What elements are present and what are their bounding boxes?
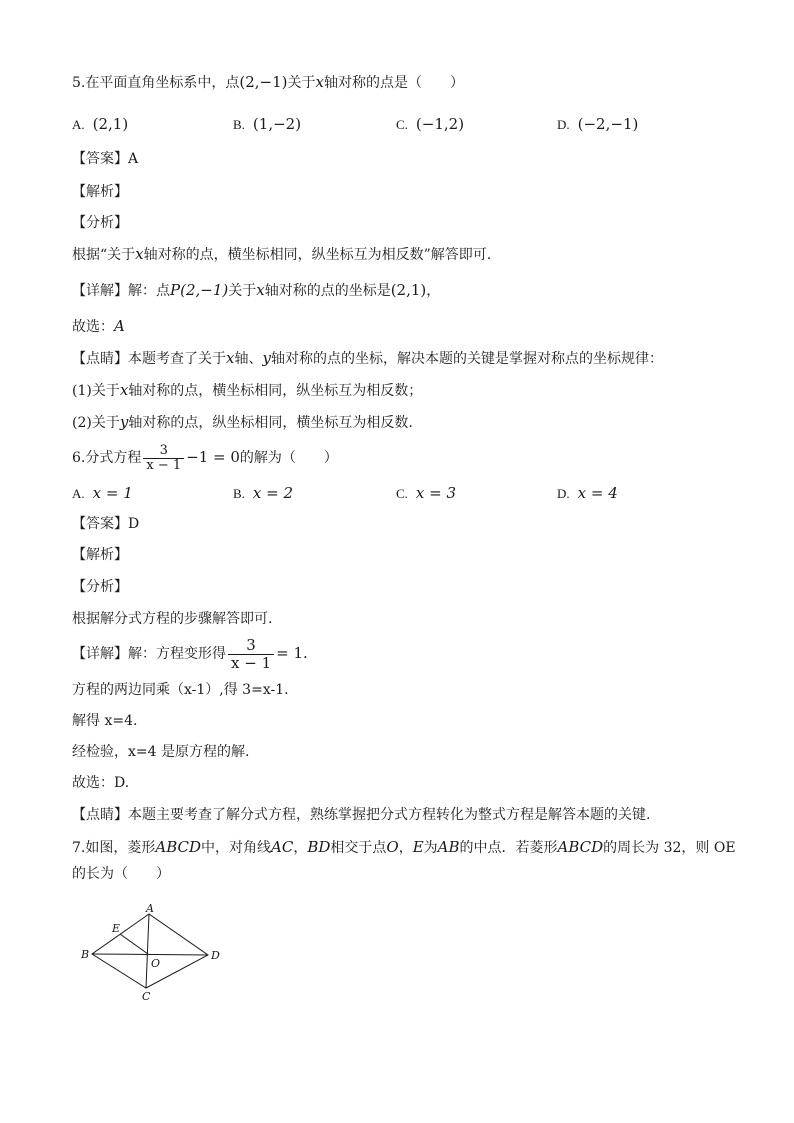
fenxi-tag: 【分析】 — [72, 215, 128, 231]
math-name: BD — [307, 838, 331, 856]
fenxi-tag: 【分析】 — [72, 579, 128, 595]
text: 轴对称的点，横坐标相同，纵坐标互为相反数； — [128, 383, 423, 399]
label-d: D — [211, 949, 220, 962]
option-label: B. — [233, 486, 245, 501]
math-x: x — [226, 349, 235, 367]
text: 的周长为 32，则 OE — [603, 840, 736, 856]
comment-tag: 【点睛】 — [72, 351, 128, 367]
q5-option-b[interactable] — [233, 114, 301, 135]
frac-numerator: 3 — [246, 635, 256, 654]
math-name: AB — [437, 838, 460, 856]
text: 的解为（ ） — [239, 450, 338, 466]
label-e: E — [112, 922, 121, 935]
comment-tag: 【点睛】 — [72, 807, 128, 823]
option-label: C. — [396, 117, 408, 132]
text: 解：点 — [128, 283, 170, 299]
math-name: AC — [271, 838, 294, 856]
text: 轴对称的点的坐标是 — [264, 283, 391, 299]
text: 轴对称的点，横坐标相同，纵坐标互为相反数”解答即可. — [143, 247, 492, 263]
text: 故选：D. — [72, 775, 130, 791]
option-label: C. — [396, 486, 408, 501]
frac-denominator: x − 1 — [143, 458, 184, 473]
q6-option-c[interactable] — [396, 483, 456, 504]
q6-fenxi-heading — [72, 577, 128, 597]
q5-analysis — [72, 182, 128, 202]
q6-option-d[interactable] — [557, 483, 618, 504]
q6-detail — [72, 634, 308, 673]
label-b: B — [81, 948, 90, 961]
math-point: (2,1) — [390, 281, 427, 299]
q6-step-2 — [72, 711, 137, 731]
text: (2)关于 — [72, 415, 120, 431]
q6-choice — [72, 773, 129, 793]
diagonal-bd — [92, 954, 208, 955]
answer-value: D — [128, 516, 140, 532]
q6-option-b[interactable] — [233, 483, 293, 504]
option-value: x = 4 — [577, 484, 618, 502]
text: 本题主要考查了解分式方程，熟练掌握把分式方程转化为整式方程是解答本题的关键. — [128, 807, 651, 823]
detail-tag: 【详解】 — [72, 646, 128, 662]
q5-rule-1 — [72, 380, 422, 401]
q5-option-a[interactable] — [72, 114, 128, 135]
q5-option-d[interactable] — [557, 114, 638, 135]
text: 6.分式方程 — [72, 450, 142, 466]
q5-comment — [72, 348, 663, 369]
q5-stem-text: 轴对称的点是（ ） — [323, 75, 464, 91]
q6-answer — [72, 514, 139, 534]
q7-stem — [72, 837, 736, 858]
text: 经检验，x=4 是原方程的解. — [72, 744, 250, 760]
math-x: x — [135, 245, 144, 263]
text: ， — [293, 840, 308, 856]
text: 方程的两边同乘（x-1）,得 3=x-1. — [72, 682, 289, 698]
text: 中，对角线 — [201, 840, 271, 856]
analysis-tag: 【解析】 — [72, 547, 128, 563]
text: ， — [426, 283, 441, 299]
q5-stem-text: 关于 — [287, 75, 316, 91]
text: 本题考查了关于 — [128, 351, 226, 367]
label-o: O — [151, 957, 161, 970]
option-value: x = 2 — [252, 484, 294, 502]
frac-denominator: x − 1 — [228, 654, 274, 672]
math-name: ABCD — [557, 838, 604, 856]
option-value: x = 3 — [415, 484, 457, 502]
text: 关于 — [228, 283, 257, 299]
q6-detail-fraction — [228, 637, 274, 672]
text: 相交于点 — [330, 840, 387, 856]
diagonal-ac — [146, 914, 149, 988]
answer-tag: 【答案】 — [72, 516, 128, 532]
frac-numerator: 3 — [159, 442, 168, 458]
analysis-tag: 【解析】 — [72, 184, 128, 200]
text: 轴对称的点，纵坐标相同，横坐标互为相反数. — [128, 415, 413, 431]
q5-fenxi-heading — [72, 213, 128, 233]
label-c: C — [142, 990, 151, 1003]
q6-fenxi — [72, 609, 272, 629]
q5-axis: x — [315, 73, 324, 91]
segment-oe — [120, 934, 148, 954]
text: 轴、 — [234, 351, 263, 367]
detail-tag: 【详解】 — [72, 283, 128, 299]
math-y: y — [262, 349, 271, 367]
q5-rule-2 — [72, 412, 413, 433]
math-x: x — [119, 381, 129, 399]
label-a: A — [146, 902, 154, 915]
rhombus-figure — [76, 902, 236, 1012]
answer-tag: 【答案】 — [72, 151, 128, 167]
q5-fenxi — [72, 244, 491, 265]
math-point: P(2,−1) — [170, 281, 229, 299]
q5-point: (2,−1) — [239, 73, 288, 91]
text: 的中点．若菱形 — [459, 840, 558, 856]
text: ， — [398, 840, 413, 856]
math-x: x — [256, 281, 265, 299]
text: 故选： — [72, 319, 114, 335]
answer-value: A — [128, 151, 139, 167]
q6-stem — [72, 440, 338, 475]
text: 轴对称的点的坐标，解决本题的关键是掌握对称点的坐标规律： — [270, 351, 663, 367]
text: 解得 x=4. — [72, 713, 138, 729]
math-eq-tail: −1 = 0 — [186, 448, 240, 466]
q6-fraction — [143, 444, 184, 473]
math-choice: A — [114, 317, 125, 335]
math-name: E — [412, 838, 424, 856]
option-value: (1,−2) — [252, 115, 302, 133]
q6-comment — [72, 805, 650, 825]
text: 根据解分式方程的步骤解答即可. — [72, 611, 273, 627]
option-value: (−1,2) — [415, 115, 465, 133]
text: 为 — [423, 840, 438, 856]
option-label: D. — [557, 117, 570, 132]
q5-answer — [72, 149, 138, 169]
text: 7.如图，菱形 — [72, 840, 156, 856]
q5-detail — [72, 280, 440, 301]
text: (1)关于 — [72, 383, 120, 399]
q6-step-1 — [72, 680, 289, 700]
math-name: ABCD — [155, 838, 201, 856]
math-name: O — [386, 838, 399, 856]
q6-analysis — [72, 545, 128, 565]
q5-stem-text: 5.在平面直角坐标系中，点 — [72, 75, 240, 91]
option-value: x = 1 — [92, 484, 133, 502]
text: 的长为（ ） — [72, 866, 170, 882]
text: 根据“关于 — [72, 247, 136, 263]
option-value: (2,1) — [92, 115, 129, 133]
text: 解：方程变形得 — [128, 646, 226, 662]
q5-choice — [72, 316, 125, 337]
q6-option-a[interactable] — [72, 483, 133, 504]
option-value: (−2,−1) — [577, 115, 639, 133]
q7-stem-cont — [72, 864, 170, 884]
q5-stem — [72, 72, 464, 93]
option-label: A. — [72, 486, 85, 501]
math-eq-tail: = 1. — [276, 644, 308, 662]
option-label: A. — [72, 117, 85, 132]
q6-step-3 — [72, 742, 249, 762]
option-label: B. — [233, 117, 245, 132]
q5-option-c[interactable] — [396, 114, 464, 135]
option-label: D. — [557, 486, 570, 501]
rhombus-outline — [92, 914, 208, 988]
math-y: y — [119, 413, 129, 431]
